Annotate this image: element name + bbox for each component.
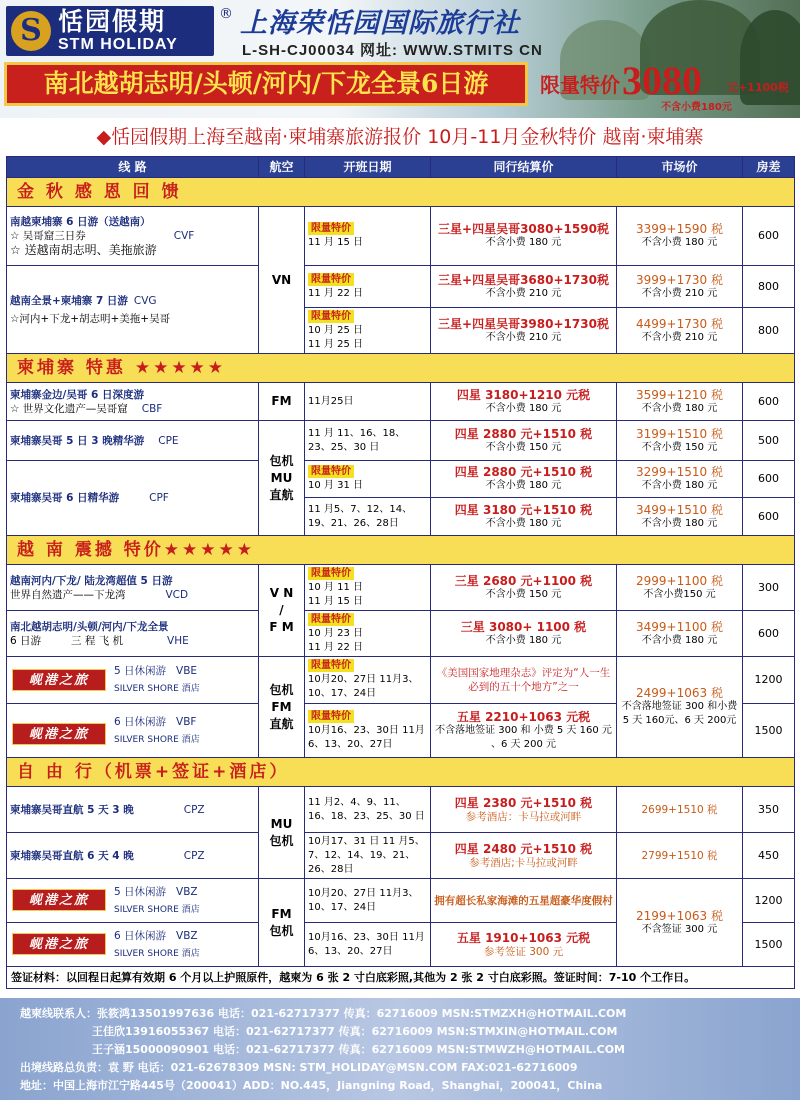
address-line: 地址：中国上海市江宁路445号（200041）ADD：NO.445，Jiangning Road，Shanghai，200041，China bbox=[20, 1079, 603, 1092]
route-cell: 岘港之旅 5 日休闲游 VBZ SILVER SHORE 酒店 bbox=[7, 879, 259, 923]
contact-line: 王佳欣13916055367 电话：021-62717377 传真：62716009 MSN:STMXIN@HOTMAIL.COM bbox=[92, 1025, 618, 1038]
airline-cell: V N / F M bbox=[259, 565, 305, 657]
room-diff-cell: 1200 bbox=[743, 657, 795, 704]
room-diff-cell: 600 bbox=[743, 611, 795, 657]
col-header-dates: 开班日期 bbox=[305, 157, 431, 178]
col-header-airline: 航空 bbox=[259, 157, 305, 178]
room-diff-cell: 800 bbox=[743, 266, 795, 308]
route-cell: 岘港之旅 6 日休闲游 VBF SILVER SHORE 酒店 bbox=[7, 704, 259, 758]
dates-cell: 11 月2、4、9、11、16、18、23、25、30 日 bbox=[305, 787, 431, 833]
market-price-cell: 3299+1510 税 不含小费 180 元 bbox=[617, 461, 743, 498]
route-cell: 柬埔寨吴哥直航 5 天 3 晚 CPZ bbox=[7, 787, 259, 833]
table-row[interactable] bbox=[7, 833, 795, 879]
market-price-cell: 3999+1730 税 不含小费 210 元 bbox=[617, 266, 743, 308]
limited-tag: 限量特价 bbox=[308, 710, 354, 723]
peer-price-cell: 《美国国家地理杂志》评定为“人一生必到的五十个地方”之一 bbox=[431, 657, 617, 704]
limited-tag: 限量特价 bbox=[308, 273, 354, 286]
page-subtitle bbox=[0, 124, 800, 150]
table-row[interactable] bbox=[7, 611, 795, 657]
room-diff-cell: 1500 bbox=[743, 704, 795, 758]
limited-tag: 限量特价 bbox=[308, 465, 354, 478]
logo-english: STM HOLIDAY bbox=[58, 36, 178, 53]
room-diff-cell: 500 bbox=[743, 421, 795, 461]
promo-title: 南北越胡志明/头顿/河内/下龙全景6日游 bbox=[4, 62, 528, 106]
contact-line: 越柬线联系人：张筱鸿13501997636 电话：021-62717377 传真：62716009 MSN:STMZXH@HOTMAIL.COM bbox=[20, 1007, 627, 1020]
dates-cell: 限量特价 11 月 22 日 bbox=[305, 266, 431, 308]
sale-tax: 元+1100税 bbox=[727, 81, 789, 94]
airline-cell: VN bbox=[259, 207, 305, 354]
table-row[interactable] bbox=[7, 565, 795, 611]
room-diff-cell: 300 bbox=[743, 565, 795, 611]
col-header-route: 线 路 bbox=[7, 157, 259, 178]
table-row[interactable] bbox=[7, 383, 795, 421]
sale-note: 不含小费180元 bbox=[661, 102, 732, 113]
limited-tag: 限量特价 bbox=[308, 567, 354, 580]
peer-price-cell: 三星+四星吴哥3980+1730税 不含小费 210 元 bbox=[431, 308, 617, 354]
dates-cell: 限量特价 10 月 31 日 bbox=[305, 461, 431, 498]
peer-price-cell: 四星 2480 元+1510 税 参考酒店;卡马拉或河畔 bbox=[431, 833, 617, 879]
company-logo bbox=[6, 6, 214, 56]
registered-mark: ® bbox=[219, 6, 233, 22]
license-website: L-SH-CJ00034 网址: WWW.STMITS CN bbox=[242, 42, 543, 59]
diamond-icon: ◆ bbox=[96, 126, 112, 148]
dates-cell: 限量特价 10 月 25 日 11 月 25 日 bbox=[305, 308, 431, 354]
limited-tag: 限量特价 bbox=[308, 310, 354, 323]
table-row[interactable] bbox=[7, 657, 795, 704]
room-diff-cell: 350 bbox=[743, 787, 795, 833]
peer-price-cell: 四星 2880 元+1510 税 不含小费 180 元 bbox=[431, 461, 617, 498]
room-diff-cell: 1200 bbox=[743, 879, 795, 923]
subtitle-text: 恬园假期上海至越南·柬埔寨旅游报价 10月-11月金秋特价 越南·柬埔寨 bbox=[111, 126, 704, 148]
logo-chinese: 恬园假期 bbox=[58, 7, 167, 36]
market-price-cell: 4499+1730 税 不含小费 210 元 bbox=[617, 308, 743, 354]
room-diff-cell: 450 bbox=[743, 833, 795, 879]
market-price-cell: 3599+1210 税 不含小费 180 元 bbox=[617, 383, 743, 421]
danang-tour-badge: 岘港之旅 bbox=[12, 669, 106, 691]
dates-cell: 限量特价 10月20、27日 11月3、10、17、24日 bbox=[305, 657, 431, 704]
dates-cell: 11 月 11、16、18、23、25、30 日 bbox=[305, 421, 431, 461]
route-cell: 柬埔寨金边/吴哥 6 日深度游 ☆ 世界文化遗产—吴哥窟 CBF bbox=[7, 383, 259, 421]
room-diff-cell: 600 bbox=[743, 207, 795, 266]
room-diff-cell: 600 bbox=[743, 461, 795, 498]
danang-tour-badge: 岘港之旅 bbox=[12, 933, 106, 955]
section-header: 金 秋 感 恩 回 馈 bbox=[7, 178, 795, 207]
col-header-room-diff: 房差 bbox=[743, 157, 795, 178]
limited-tag: 限量特价 bbox=[308, 222, 354, 235]
airline-cell: 包机 FM 直航 bbox=[259, 657, 305, 758]
peer-price-cell: 三星+四星吴哥3680+1730税 不含小费 210 元 bbox=[431, 266, 617, 308]
dates-cell: 11月25日 bbox=[305, 383, 431, 421]
table-header-row bbox=[7, 157, 795, 178]
route-cell: 越南河内/下龙/ 陆龙湾超值 5 日游 世界自然遗产——下龙湾 VCD bbox=[7, 565, 259, 611]
market-price-cell: 2199+1063 税 不含签证 300 元 bbox=[617, 879, 743, 967]
peer-price-cell: 四星 2380 元+1510 税 参考酒店：卡马拉或河畔 bbox=[431, 787, 617, 833]
agency-name: 上海荣恬园国际旅行社 bbox=[240, 8, 520, 39]
route-cell: 柬埔寨吴哥 6 日精华游 CPF bbox=[7, 461, 259, 536]
peer-price-cell: 五星 2210+1063 元税 不含落地签证 300 和 小费 5 天 160 元 、6 天 200 元 bbox=[431, 704, 617, 758]
contact-line: 出境线路总负责：袁 野 电话：021-62678309 MSN: STM_HOLIDAY@MSN.COM FAX:021-62716009 bbox=[20, 1061, 578, 1074]
peer-price-cell: 拥有超长私家海滩的五星超豪华度假村 bbox=[431, 879, 617, 923]
price-table bbox=[6, 156, 795, 989]
table-row[interactable] bbox=[7, 787, 795, 833]
route-cell: 越南全景+柬埔寨 7 日游 CVG ☆河内+下龙+胡志明+美拖+吴哥 bbox=[7, 266, 259, 354]
section-header: 柬埔寨 特惠 ★★★★★ bbox=[7, 354, 795, 383]
limited-tag: 限量特价 bbox=[308, 613, 354, 626]
route-cell: 柬埔寨吴哥 5 日 3 晚精华游 CPE bbox=[7, 421, 259, 461]
airline-cell: FM bbox=[259, 383, 305, 421]
route-cell: 岘港之旅 6 日休闲游 VBZ SILVER SHORE 酒店 bbox=[7, 923, 259, 967]
contact-line: 王子涵15000090901 电话：021-62717377 传真：62716009 MSN:STMWZH@HOTMAIL.COM bbox=[92, 1043, 625, 1056]
peer-price-cell: 四星 2880 元+1510 税 不含小费 150 元 bbox=[431, 421, 617, 461]
peer-price-cell: 三星+四星吴哥3080+1590税 不含小费 180 元 bbox=[431, 207, 617, 266]
dates-cell: 10月16、23、30日 11月6、13、20、27日 bbox=[305, 923, 431, 967]
market-price-cell: 3499+1100 税 不含小费 180 元 bbox=[617, 611, 743, 657]
airline-cell: MU 包机 bbox=[259, 787, 305, 879]
room-diff-cell: 800 bbox=[743, 308, 795, 354]
peer-price-cell: 三星 3080+ 1100 税 不含小费 180 元 bbox=[431, 611, 617, 657]
market-price-cell: 3499+1510 税 不含小费 180 元 bbox=[617, 498, 743, 536]
route-cell: 南北越胡志明/头顿/河内/下龙全景 6 日游 三 程 飞 机 VHE bbox=[7, 611, 259, 657]
route-cell: 南越柬埔寨 6 日游（送越南） ☆ 吴哥窟三日券 CVF ☆ 送越南胡志明、美拖旅游 bbox=[7, 207, 259, 266]
peer-price-cell: 四星 3180+1210 元税 不含小费 180 元 bbox=[431, 383, 617, 421]
visa-note-row: 签证材料：以回程日起算有效期 6 个月以上护照原件，越柬为 6 张 2 寸白底彩照,其他为 2 张 2 寸白底彩照。签证时间：7-10 个工作日。 bbox=[7, 967, 795, 989]
header-banner bbox=[0, 0, 800, 118]
dates-cell: 限量特价 11 月 15 日 bbox=[305, 207, 431, 266]
table-row[interactable] bbox=[7, 879, 795, 923]
dates-cell: 限量特价 10 月 11 日 11 月 15 日 bbox=[305, 565, 431, 611]
table-row[interactable] bbox=[7, 207, 795, 266]
market-price-cell: 2499+1063 税 不含落地签证 300 和小费 5 天 160元、6 天 200元 bbox=[617, 657, 743, 758]
airline-cell: FM 包机 bbox=[259, 879, 305, 967]
sale-label: 限量特价 bbox=[540, 73, 620, 97]
dates-cell: 限量特价 10月16、23、30日 11月6、13、20、27日 bbox=[305, 704, 431, 758]
table-row[interactable] bbox=[7, 266, 795, 308]
room-diff-cell: 1500 bbox=[743, 923, 795, 967]
market-price-cell: 3399+1590 税 不含小费 180 元 bbox=[617, 207, 743, 266]
market-price-cell: 3199+1510 税 不含小费 150 元 bbox=[617, 421, 743, 461]
peer-price-cell: 三星 2680 元+1100 税 不含小费 150 元 bbox=[431, 565, 617, 611]
dates-cell: 11 月5、7、12、14、19、21、26、28日 bbox=[305, 498, 431, 536]
route-cell: 柬埔寨吴哥直航 6 天 4 晚 CPZ bbox=[7, 833, 259, 879]
contact-footer bbox=[0, 998, 800, 1100]
limited-tag: 限量特价 bbox=[308, 659, 354, 672]
route-cell: 岘港之旅 5 日休闲游 VBE SILVER SHORE 酒店 bbox=[7, 657, 259, 704]
table-row[interactable] bbox=[7, 461, 795, 498]
table-row[interactable] bbox=[7, 421, 795, 461]
logo-s-icon: S bbox=[11, 11, 51, 51]
airline-cell: 包机 MU 直航 bbox=[259, 421, 305, 536]
room-diff-cell: 600 bbox=[743, 498, 795, 536]
section-header: 越 南 震撼 特价★★★★★ bbox=[7, 536, 795, 565]
peer-price-cell: 四星 3180 元+1510 税 不含小费 180 元 bbox=[431, 498, 617, 536]
dates-cell: 10月20、27日 11月3、10、17、24日 bbox=[305, 879, 431, 923]
market-price-cell: 2999+1100 税 不含小费150 元 bbox=[617, 565, 743, 611]
dates-cell: 10月17、31 日 11 月5、7、12、14、19、21、26、28日 bbox=[305, 833, 431, 879]
market-price-cell: 2699+1510 税 bbox=[617, 787, 743, 833]
market-price-cell: 2799+1510 税 bbox=[617, 833, 743, 879]
col-header-market-price: 市场价 bbox=[617, 157, 743, 178]
peer-price-cell: 五星 1910+1063 元税 参考签证 300 元 bbox=[431, 923, 617, 967]
section-header: 自 由 行（机票+签证+酒店） bbox=[7, 758, 795, 787]
danang-tour-badge: 岘港之旅 bbox=[12, 723, 106, 745]
dates-cell: 限量特价 10 月 23 日 11 月 22 日 bbox=[305, 611, 431, 657]
room-diff-cell: 600 bbox=[743, 383, 795, 421]
sale-price: 3080 bbox=[622, 58, 702, 103]
danang-tour-badge: 岘港之旅 bbox=[12, 889, 106, 911]
col-header-peer-price: 同行结算价 bbox=[431, 157, 617, 178]
